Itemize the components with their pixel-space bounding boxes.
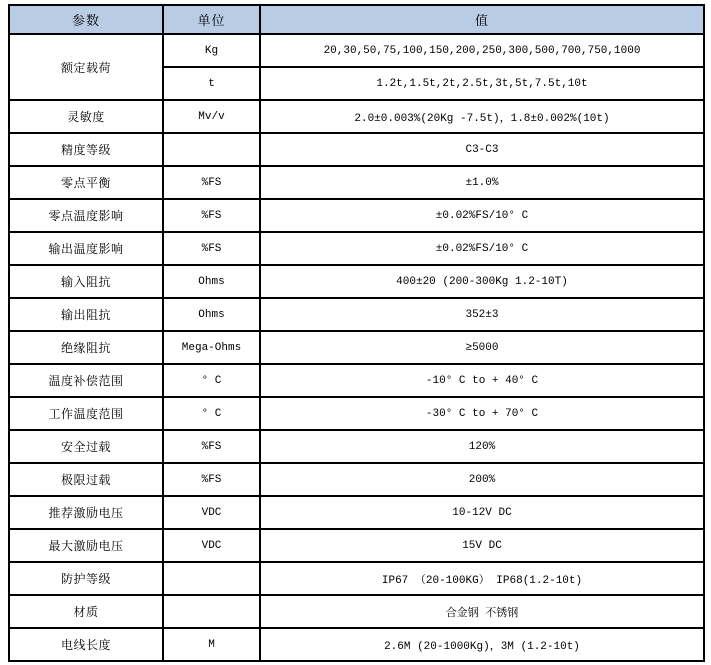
table-row [9,496,704,529]
param-cell: 防护等级 [9,562,163,595]
value-cell: 400±20 (200-300Kg 1.2-10T) [260,265,704,298]
table-row [9,298,704,331]
param-cell: 极限过载 [9,463,163,496]
unit-cell: ° C [163,397,260,430]
unit-cell: VDC [163,496,260,529]
table-row [9,562,704,595]
param-cell: 绝缘阻抗 [9,331,163,364]
table-row [9,430,704,463]
param-cell: 输入阻抗 [9,265,163,298]
param-cell: 温度补偿范围 [9,364,163,397]
value-cell: 2.6M (20-1000Kg)，3M (1.2-10t) [260,628,704,661]
param-cell: 零点温度影响 [9,199,163,232]
param-cell: 灵敏度 [9,100,163,133]
value-cell: 200% [260,463,704,496]
value-cell: 20,30,50,75,100,150,200,250,300,500,700,750,1000 [260,34,704,67]
unit-cell: %FS [163,463,260,496]
unit-cell: Ohms [163,298,260,331]
param-cell: 精度等级 [9,133,163,166]
value-cell: 合金钢 不锈钢 [260,595,704,628]
param-cell: 材质 [9,595,163,628]
unit-cell [163,595,260,628]
table-row [9,265,704,298]
value-cell: -10° C to + 40° C [260,364,704,397]
param-cell: 推荐激励电压 [9,496,163,529]
value-cell: -30° C to + 70° C [260,397,704,430]
unit-cell [163,562,260,595]
table-row [9,628,704,661]
value-cell: ±0.02%FS/10° C [260,232,704,265]
unit-cell: %FS [163,232,260,265]
unit-cell: t [163,67,260,100]
header-cell: 值 [260,5,704,34]
table-row [9,232,704,265]
param-cell: 输出阻抗 [9,298,163,331]
table-row [9,364,704,397]
value-cell: 1.2t,1.5t,2t,2.5t,3t,5t,7.5t,10t [260,67,704,100]
param-cell: 额定载荷 [9,34,163,100]
value-cell: IP67 （20-100KG） IP68(1.2-10t) [260,562,704,595]
spec-table [8,4,705,662]
table-row [9,529,704,562]
unit-cell: %FS [163,430,260,463]
header-cell: 单位 [163,5,260,34]
value-cell: 2.0±0.003%(20Kg -7.5t)，1.8±0.002%(10t) [260,100,704,133]
table-row [9,595,704,628]
table-row [9,397,704,430]
value-cell: 352±3 [260,298,704,331]
table-row [9,133,704,166]
table-row [9,166,704,199]
param-cell: 安全过载 [9,430,163,463]
unit-cell: Kg [163,34,260,67]
unit-cell: Mv/v [163,100,260,133]
spec-table-body [9,34,704,661]
param-cell: 工作温度范围 [9,397,163,430]
param-cell: 输出温度影响 [9,232,163,265]
unit-cell: ° C [163,364,260,397]
value-cell: ±0.02%FS/10° C [260,199,704,232]
value-cell: C3-C3 [260,133,704,166]
header-cell: 参数 [9,5,163,34]
value-cell: ±1.0% [260,166,704,199]
table-row [9,199,704,232]
value-cell: 120% [260,430,704,463]
param-cell: 零点平衡 [9,166,163,199]
param-cell: 电线长度 [9,628,163,661]
unit-cell: VDC [163,529,260,562]
unit-cell: %FS [163,199,260,232]
unit-cell: Ohms [163,265,260,298]
unit-cell: %FS [163,166,260,199]
value-cell: 10-12V DC [260,496,704,529]
table-row [9,34,704,67]
param-cell: 最大激励电压 [9,529,163,562]
unit-cell: M [163,628,260,661]
value-cell: ≥5000 [260,331,704,364]
header-row [9,5,704,34]
table-row [9,463,704,496]
spec-table-header [9,5,704,34]
table-row [9,100,704,133]
value-cell: 15V DC [260,529,704,562]
unit-cell: Mega-Ohms [163,331,260,364]
unit-cell [163,133,260,166]
table-row [9,331,704,364]
